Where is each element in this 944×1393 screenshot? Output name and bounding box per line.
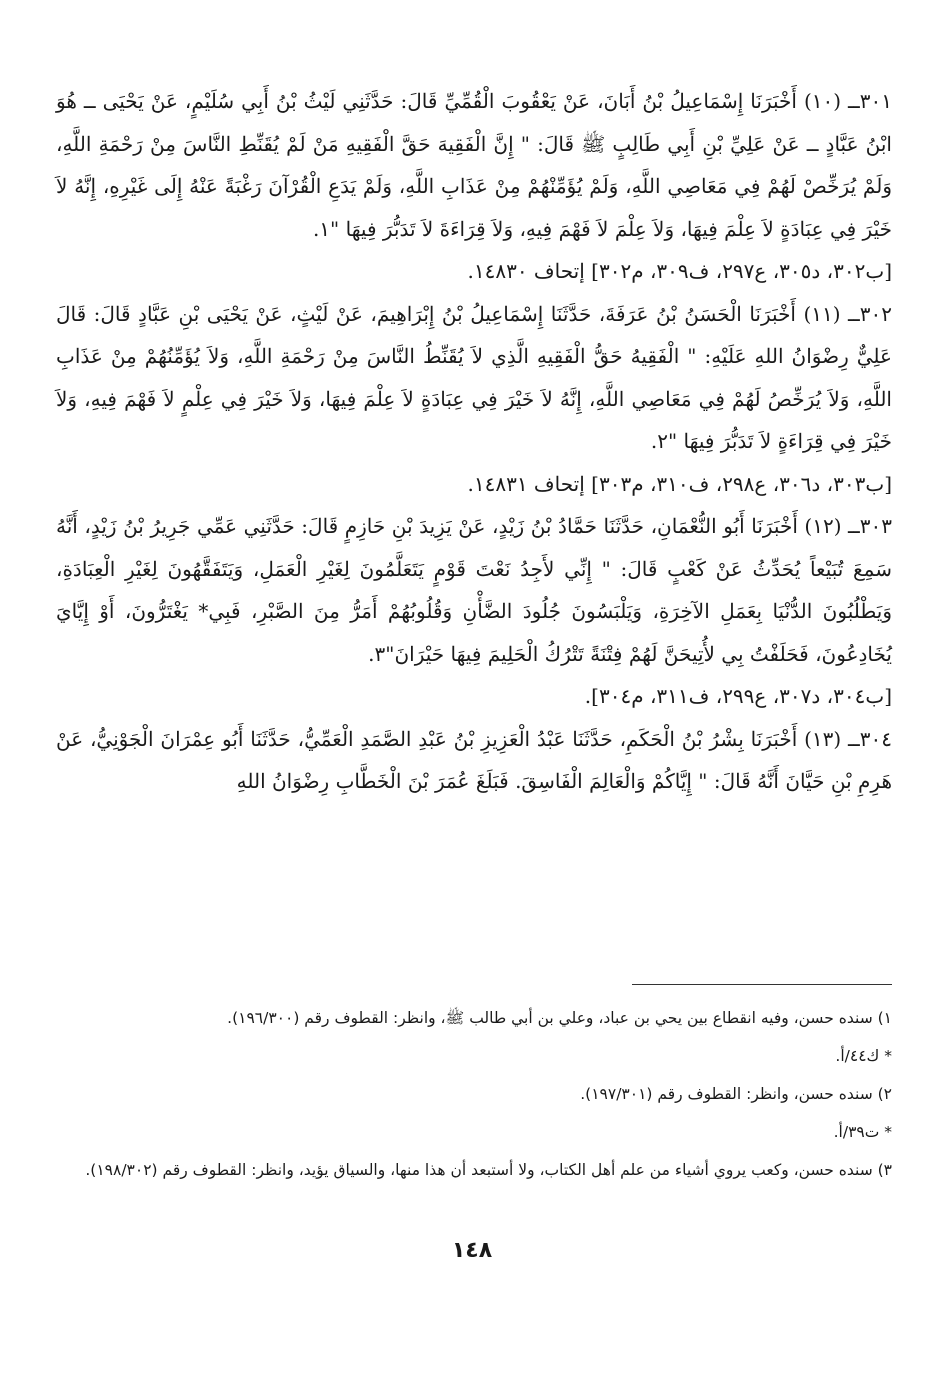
footnote-divider: [632, 984, 892, 985]
footnote-3: ٣) سنده حسن، وكعب يروي أشياء من علم أهل الكتاب، ولا أستبعد أن هذا منها، والسياق يؤيد، وانظر: القطوف رقم (١٩٨/٣٠٢).: [85, 1161, 892, 1179]
reference-303: [ب٣٠٤، د٣٠٧، ع٢٩٩، ف٣١١، م٣٠٤].: [584, 684, 892, 708]
footnotes: [56, 1002, 892, 1192]
reference-302: [ب٣٠٣، د٣٠٦، ع٢٩٨، ف٣١٠، م٣٠٣] إتحاف ١٤٨٣١.: [467, 471, 892, 496]
main-text: [56, 80, 892, 803]
hadith-301: ٣٠١ــ (١٠) أَخْبَرَنَا إِسْمَاعِيلُ بْنُ أَبَانَ، عَنْ يَعْقُوبَ الْقُمِّيِّ قَالَ: حَدَّثَنِي لَيْثُ بْنُ أَبِي سُلَيْمٍ، عَنْ يَحْيَى ــ هُوَ ابْنُ عَبَّادٍ ــ عَنْ عَلِيِّ بْنِ أَبِي طَالِبٍ ﷺ قَالَ: " إِنَّ الْفَقِيهَ حَقَّ الْفَقِيهِ مَنْ لَمْ يُقَنِّطِ النَّاسَ مِنْ رَحْمَةِ اللَّهِ، وَلَمْ يُرَخِّصْ لَهُمْ فِي مَعَاصِي اللَّهِ، وَلَمْ يُؤَمِّنْهُمْ مِنْ عَذَابِ اللَّهِ، وَلَمْ يَدَعِ الْقُرْآنَ رَغْبَةً عَنْهُ إِلَى غَيْرِهِ، إِنَّهُ لاَ خَيْرَ فِي عِبَادَةٍ لاَ عِلْمَ فِيهَا، وَلاَ عِلْمَ لاَ فَهْمَ فِيهِ، وَلاَ قِرَاءَةَ لاَ تَدَبُّرَ فِيهَا "١.: [56, 89, 892, 241]
manuscript-marker-2: * ت٣٩/أ.: [833, 1123, 892, 1141]
hadith-302: ٣٠٢ــ (١١) أَخْبَرَنَا الْحَسَنُ بْنُ عَرَفَةَ، حَدَّثَنَا إِسْمَاعِيلُ بْنُ إِبْرَاهِيمَ، عَنْ لَيْثٍ، عَنْ يَحْيَى بْنِ عَبَّادٍ قَالَ: قَالَ عَلِيٌّ رِضْوَانُ اللهِ عَلَيْهِ: " الْفَقِيهُ حَقُّ الْفَقِيهِ الَّذِي لاَ يُقَنِّطُ النَّاسَ مِنْ رَحْمَةِ اللَّهِ، وَلاَ يُؤَمِّنُهُمْ مِنْ عَذَابِ اللَّهِ، وَلاَ يُرَخِّصُ لَهُمْ فِي مَعَاصِي اللَّهِ، إِنَّهُ لاَ خَيْرَ فِي عِبَادَةٍ لاَ عِلْمَ فِيهَا، وَلاَ خَيْرَ فِي عِلْمٍ لاَ فَهْمَ فِيهِ، وَلاَ خَيْرَ فِي قِرَاءَةٍ لاَ تَدَبُّرَ فِيهَا "٢.: [56, 301, 892, 453]
footnote-2: ٢) سنده حسن، وانظر: القطوف رقم (١٩٧/٣٠١).: [580, 1085, 892, 1103]
hadith-303: ٣٠٣ــ (١٢) أَخْبَرَنَا أَبُو النُّعْمَانِ، حَدَّثَنَا حَمَّادُ بْنُ زَيْدٍ، عَنْ يَزِيدَ بْنِ حَازِمٍ قَالَ: حَدَّثَنِي عَمِّي جَرِيرُ بْنُ زَيْدٍ، أَنَّهُ سَمِعَ تُبَيْعاً يُحَدِّثُ عَنْ كَعْبٍ قَالَ: " إِنِّي لأَجِدُ نَعْتَ قَوْمٍ يَتَعَلَّمُونَ لِغَيْرِ الْعَمَلِ، وَيَتَفَقَّهُونَ لِغَيْرِ الْعِبَادَةِ، وَيَطْلُبُونَ الدُّنْيَا بِعَمَلِ الآخِرَةِ، وَيَلْبَسُونَ جُلُودَ الضَّأْنِ وَقُلُوبُهُمْ أَمَرُّ مِنَ الصَّبْرِ، فَبِي* يَغْتَرُّونَ، أَوْ إِيَّايَ يُخَادِعُونَ، فَحَلَفْتُ بِي لأُتِيحَنَّ لَهُمْ فِتْنَةً تَتْرُكُ الْحَلِيمَ فِيهَا حَيْرَانَ"٣.: [56, 514, 892, 666]
page-number: ١٤٨: [451, 1238, 493, 1263]
hadith-304: ٣٠٤ــ (١٣) أَخْبَرَنَا بِشْرُ بْنُ الْحَكَمِ، حَدَّثَنَا عَبْدُ الْعَزِيزِ بْنُ عَبْدِ الصَّمَدِ الْعَمِّيُّ، حَدَّثَنَا أَبُو عِمْرَانَ الْجَوْنِيُّ، عَنْ هَرِمِ بْنِ حَيَّانَ أَنَّهُ قَالَ: " إِيَّاكُمْ وَالْعَالِمَ الْفَاسِقَ. فَبَلَغَ عُمَرَ بْنَ الْخَطَّابِ رِضْوَانُ اللهِ: [56, 726, 892, 793]
reference-301: [ب٣٠٢، د٣٠٥، ع٢٩٧، ف٣٠٩، م٣٠٢] إتحاف ١٤٨٣٠.: [467, 259, 892, 283]
footnote-1: ١) سنده حسن، وفيه انقطاع بين يحي بن عباد، وعلي بن أبي طالب ﷺ، وانظر: القطوف رقم (١٩٦/٣٠٠).: [227, 1009, 892, 1027]
manuscript-marker-1: * ك٤٤/أ.: [835, 1047, 892, 1065]
